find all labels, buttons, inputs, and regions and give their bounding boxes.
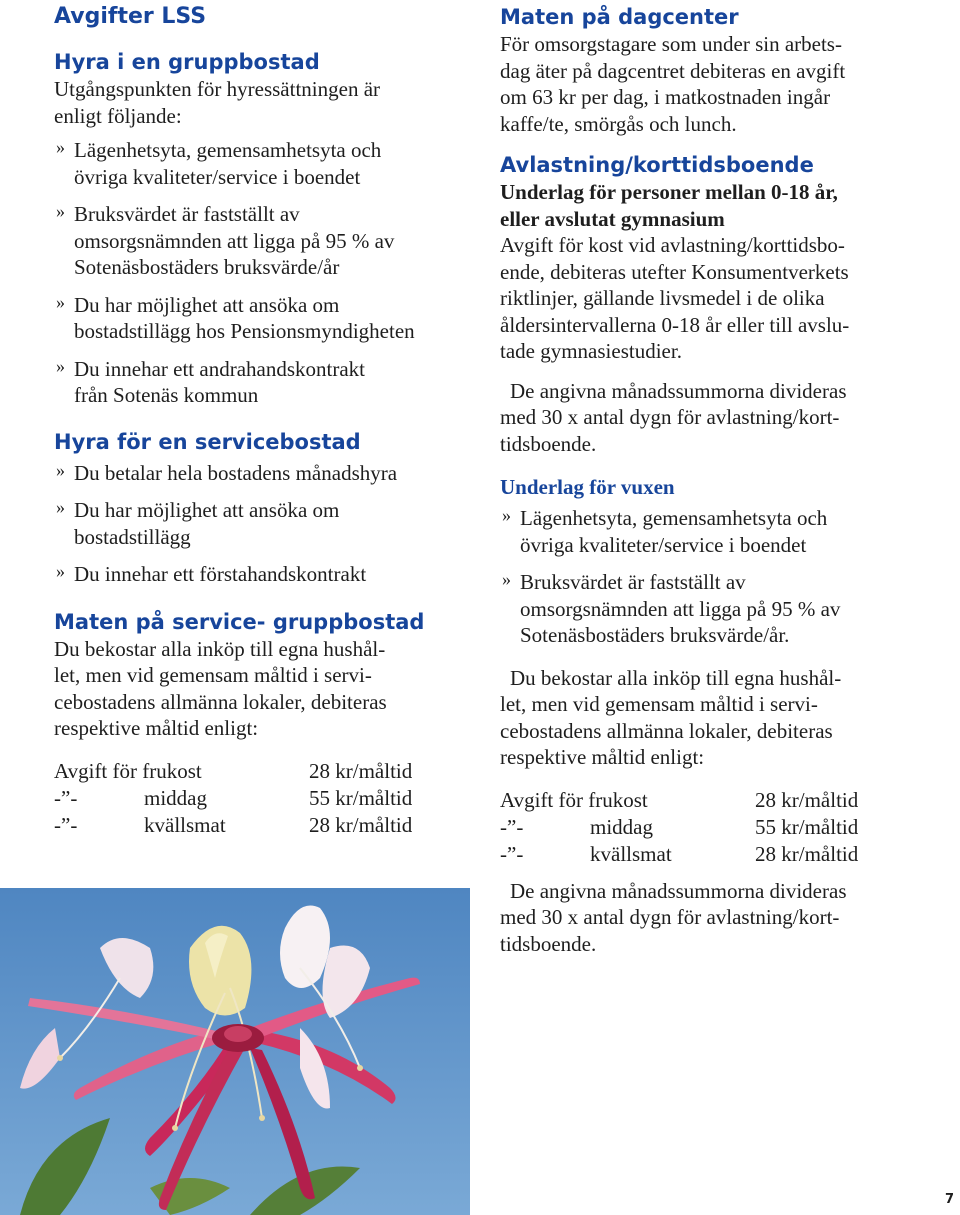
honeysuckle-photo (0, 888, 470, 1215)
bullet-item: » Du innehar ett förstahandskontrakt (56, 561, 367, 586)
bullet-icon: » (502, 505, 511, 525)
fee-price: 28 kr/måltid (309, 758, 413, 783)
bullet-icon: » (56, 137, 65, 157)
note-line: med 30 x antal dygn för avlastning/kort- (500, 405, 840, 429)
page-title: Avgifter LSS (54, 4, 207, 29)
body-line: cebostadens allmänna lokaler, debiteras (500, 718, 833, 743)
body-line: Du bekostar alla inköp till egna hushål- (510, 665, 842, 690)
body-line: cebostadens allmänna lokaler, debiteras (54, 689, 387, 714)
heading-maten-dagcenter: Maten på dagcenter (500, 5, 739, 29)
note-line: tidsboende. (500, 931, 597, 956)
bullet-item: » Du innehar ett andrahandskontrakt från Sotenäs kommun (56, 355, 365, 407)
body-line: ende, debiteras utefter Konsumentverkets (500, 259, 849, 284)
fee-ditto: -”- (500, 814, 524, 839)
fee-ditto: -”- (54, 812, 78, 837)
bullet-item: » Bruksvärdet är fastställt av omsorgsnämnden att ligga på 95 % av Sotenäsbostäders bruksvärde/år (56, 201, 395, 279)
flower-illustration (0, 888, 470, 1215)
fee-meal: kvällsmat (144, 812, 226, 837)
fee-label: Avgift för frukost (500, 787, 648, 812)
bullet-item: » Bruksvärdet är fastställt av omsorgsnämnden att ligga på 95 % av Sotenäsbostäders bruksvärde/år. (502, 569, 841, 647)
body-line: let, men vid gemensam måltid i servi- (54, 663, 372, 687)
heading-hyra-gruppbostad: Hyra i en gruppbostad (54, 50, 320, 74)
fee-price: 28 kr/måltid (309, 812, 413, 837)
body-line: Du bekostar alla inköp till egna hushål- (54, 636, 386, 661)
heading-maten-service: Maten på service- gruppbostad (54, 609, 425, 634)
page-number: 7 (944, 1192, 954, 1207)
body-line: kaffe/te, smörgås och lunch. (500, 111, 737, 136)
body-line: dag äter på dagcentret debiteras en avgift (500, 58, 846, 83)
bullet-item: » Du betalar hela bostadens månadshyra (56, 459, 398, 485)
bullet-icon: » (56, 291, 65, 312)
fee-price: 28 kr/måltid (755, 841, 859, 866)
body-line: respektive måltid enligt: (54, 716, 259, 740)
bullet-icon: » (502, 569, 511, 589)
bold-subheading: eller avslutat gymnasium (500, 206, 725, 231)
fee-table (500, 787, 925, 868)
body-line: Avgift för kost vid avlastning/korttidsbo- (500, 233, 845, 257)
fee-table (54, 758, 464, 839)
body-line: tade gymnasiestudier. (500, 339, 682, 363)
fee-meal: kvällsmat (590, 841, 672, 866)
right-column (500, 0, 925, 957)
note-line: tidsboende. (500, 431, 597, 456)
note-line: De angivna månadssummorna divideras (510, 878, 847, 903)
left-column (54, 0, 464, 839)
heading-avlastning: Avlastning/korttidsboende (500, 153, 814, 177)
bullet-item: » Du har möjlighet att ansöka om bostadstillägg (56, 497, 340, 549)
intro-line: enligt följande: (54, 103, 182, 128)
bullet-item: » Lägenhetsyta, gemensamhetsyta och övriga kvaliteter/service i boendet (502, 505, 828, 557)
note-line: De angivna månadssummorna divideras (510, 378, 847, 403)
fee-meal: middag (590, 814, 653, 839)
heading-hyra-servicebostad: Hyra för en servicebostad (54, 429, 361, 454)
fee-price: 55 kr/måltid (755, 814, 859, 839)
body-line: om 63 kr per dag, i matkostnaden ingår (500, 85, 831, 109)
bullet-item: » Lägenhetsyta, gemensamhetsyta och övriga kvaliteter/service i boendet (56, 137, 382, 189)
fee-ditto: -”- (500, 841, 524, 866)
bullet-icon: » (56, 201, 65, 221)
fee-price: 28 kr/måltid (755, 787, 859, 812)
body-line: riktlinjer, gällande livsmedel i de olika (500, 286, 825, 310)
fee-meal: middag (144, 785, 207, 810)
body-line: åldersintervallerna 0-18 år eller till avslu- (500, 312, 850, 337)
fee-ditto: -”- (54, 785, 78, 810)
bullet-item: » Du har möjlighet att ansöka om bostadstillägg hos Pensionsmyndigheten (56, 291, 415, 343)
body-line: let, men vid gemensam måltid i servi- (500, 692, 818, 716)
bullet-icon: » (56, 355, 65, 376)
body-line: För omsorgstagare som under sin arbets- (500, 32, 842, 56)
bullet-icon: » (56, 561, 65, 581)
note-line: med 30 x antal dygn för avlastning/kort- (500, 905, 840, 929)
body-line: respektive måltid enligt: (500, 745, 705, 769)
fee-label: Avgift för frukost (54, 758, 202, 783)
intro-line: Utgångspunkten för hyressättningen är (54, 77, 381, 101)
bullet-icon: » (56, 459, 65, 480)
fee-price: 55 kr/måltid (309, 785, 413, 810)
bold-subheading: Underlag för personer mellan 0-18 år, (500, 180, 838, 204)
heading-underlag-vuxen: Underlag för vuxen (500, 475, 675, 499)
bullet-icon: » (56, 497, 65, 517)
